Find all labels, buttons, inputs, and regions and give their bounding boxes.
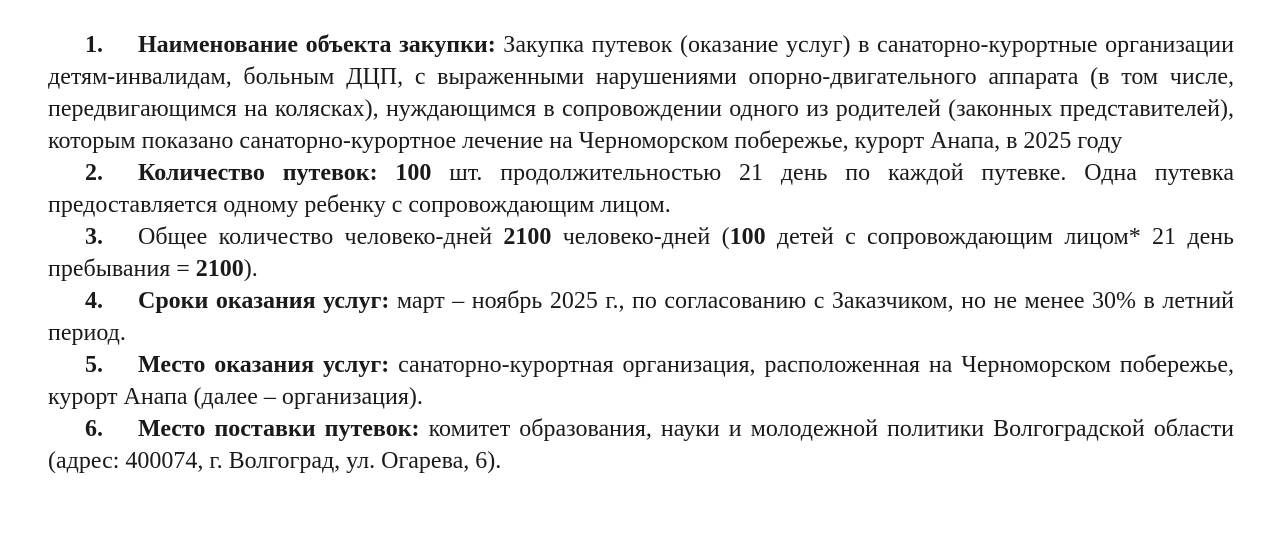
item-text: шт. продолжительностью 21 день по каждой путевке. Одна путевка предоставляется одному ребенку с сопровождающим лицом. [48,160,1235,218]
list-item-3 [48,221,1234,285]
item-number: 5. [85,352,103,378]
list-item-2 [48,157,1234,221]
item-text: санаторно-курортная организация, расположенная на Черноморском побережье, курорт Анапа (далее – организация). [48,352,1234,410]
item-label: Место поставки путевок: [138,416,420,442]
item-text: ). [243,256,258,282]
item-label: Место оказания услуг: [138,352,390,378]
item-text: март – ноябрь 2025 г., по согласованию с Заказчиком, но не менее 30% в летний период. [48,288,1235,346]
item-number: 4. [85,288,103,314]
item-text: детей с сопровождающим лицом* 21 день пребывания = [48,224,1235,282]
item-number: 6. [85,416,103,442]
list-item-4 [48,285,1234,349]
document-body [48,29,1234,477]
item-text: Общее количество человеко-дней [138,224,504,250]
item-text: Закупка путевок (оказание услуг) в санаторно-курортные организации детям-инвалидам, больным ДЦП, с выраженными нарушениями опорно-двигательного аппарата (в том числе, передвигающимся на колясках), нуждающимся в сопровождении одного из родителей (законных представителей), которым показано санаторно-курортное лечение на Черноморском побережье, курорт Анапа, в 2025 году [48,32,1234,154]
item-label: Наименование объекта закупки: [138,32,496,58]
item-text: человеко-дней ( [551,224,730,250]
list-item-5 [48,349,1234,413]
list-item-6 [48,413,1234,477]
item-number: 3. [85,224,103,250]
item-label: Количество путевок: [138,160,378,186]
person-days-total: 2100 [503,224,552,250]
person-days-result: 2100 [195,256,244,282]
item-number: 1. [85,32,103,58]
item-text: комитет образования, науки и молодежной политики Волгоградской области (адрес: 400074, г. Волгоград, ул. Огарева, 6). [48,416,1234,474]
item-label: Сроки оказания услуг: [138,288,390,314]
list-item-1 [48,29,1234,157]
children-count: 100 [729,224,766,250]
voucher-count: 100 [377,160,432,186]
item-number: 2. [85,160,103,186]
